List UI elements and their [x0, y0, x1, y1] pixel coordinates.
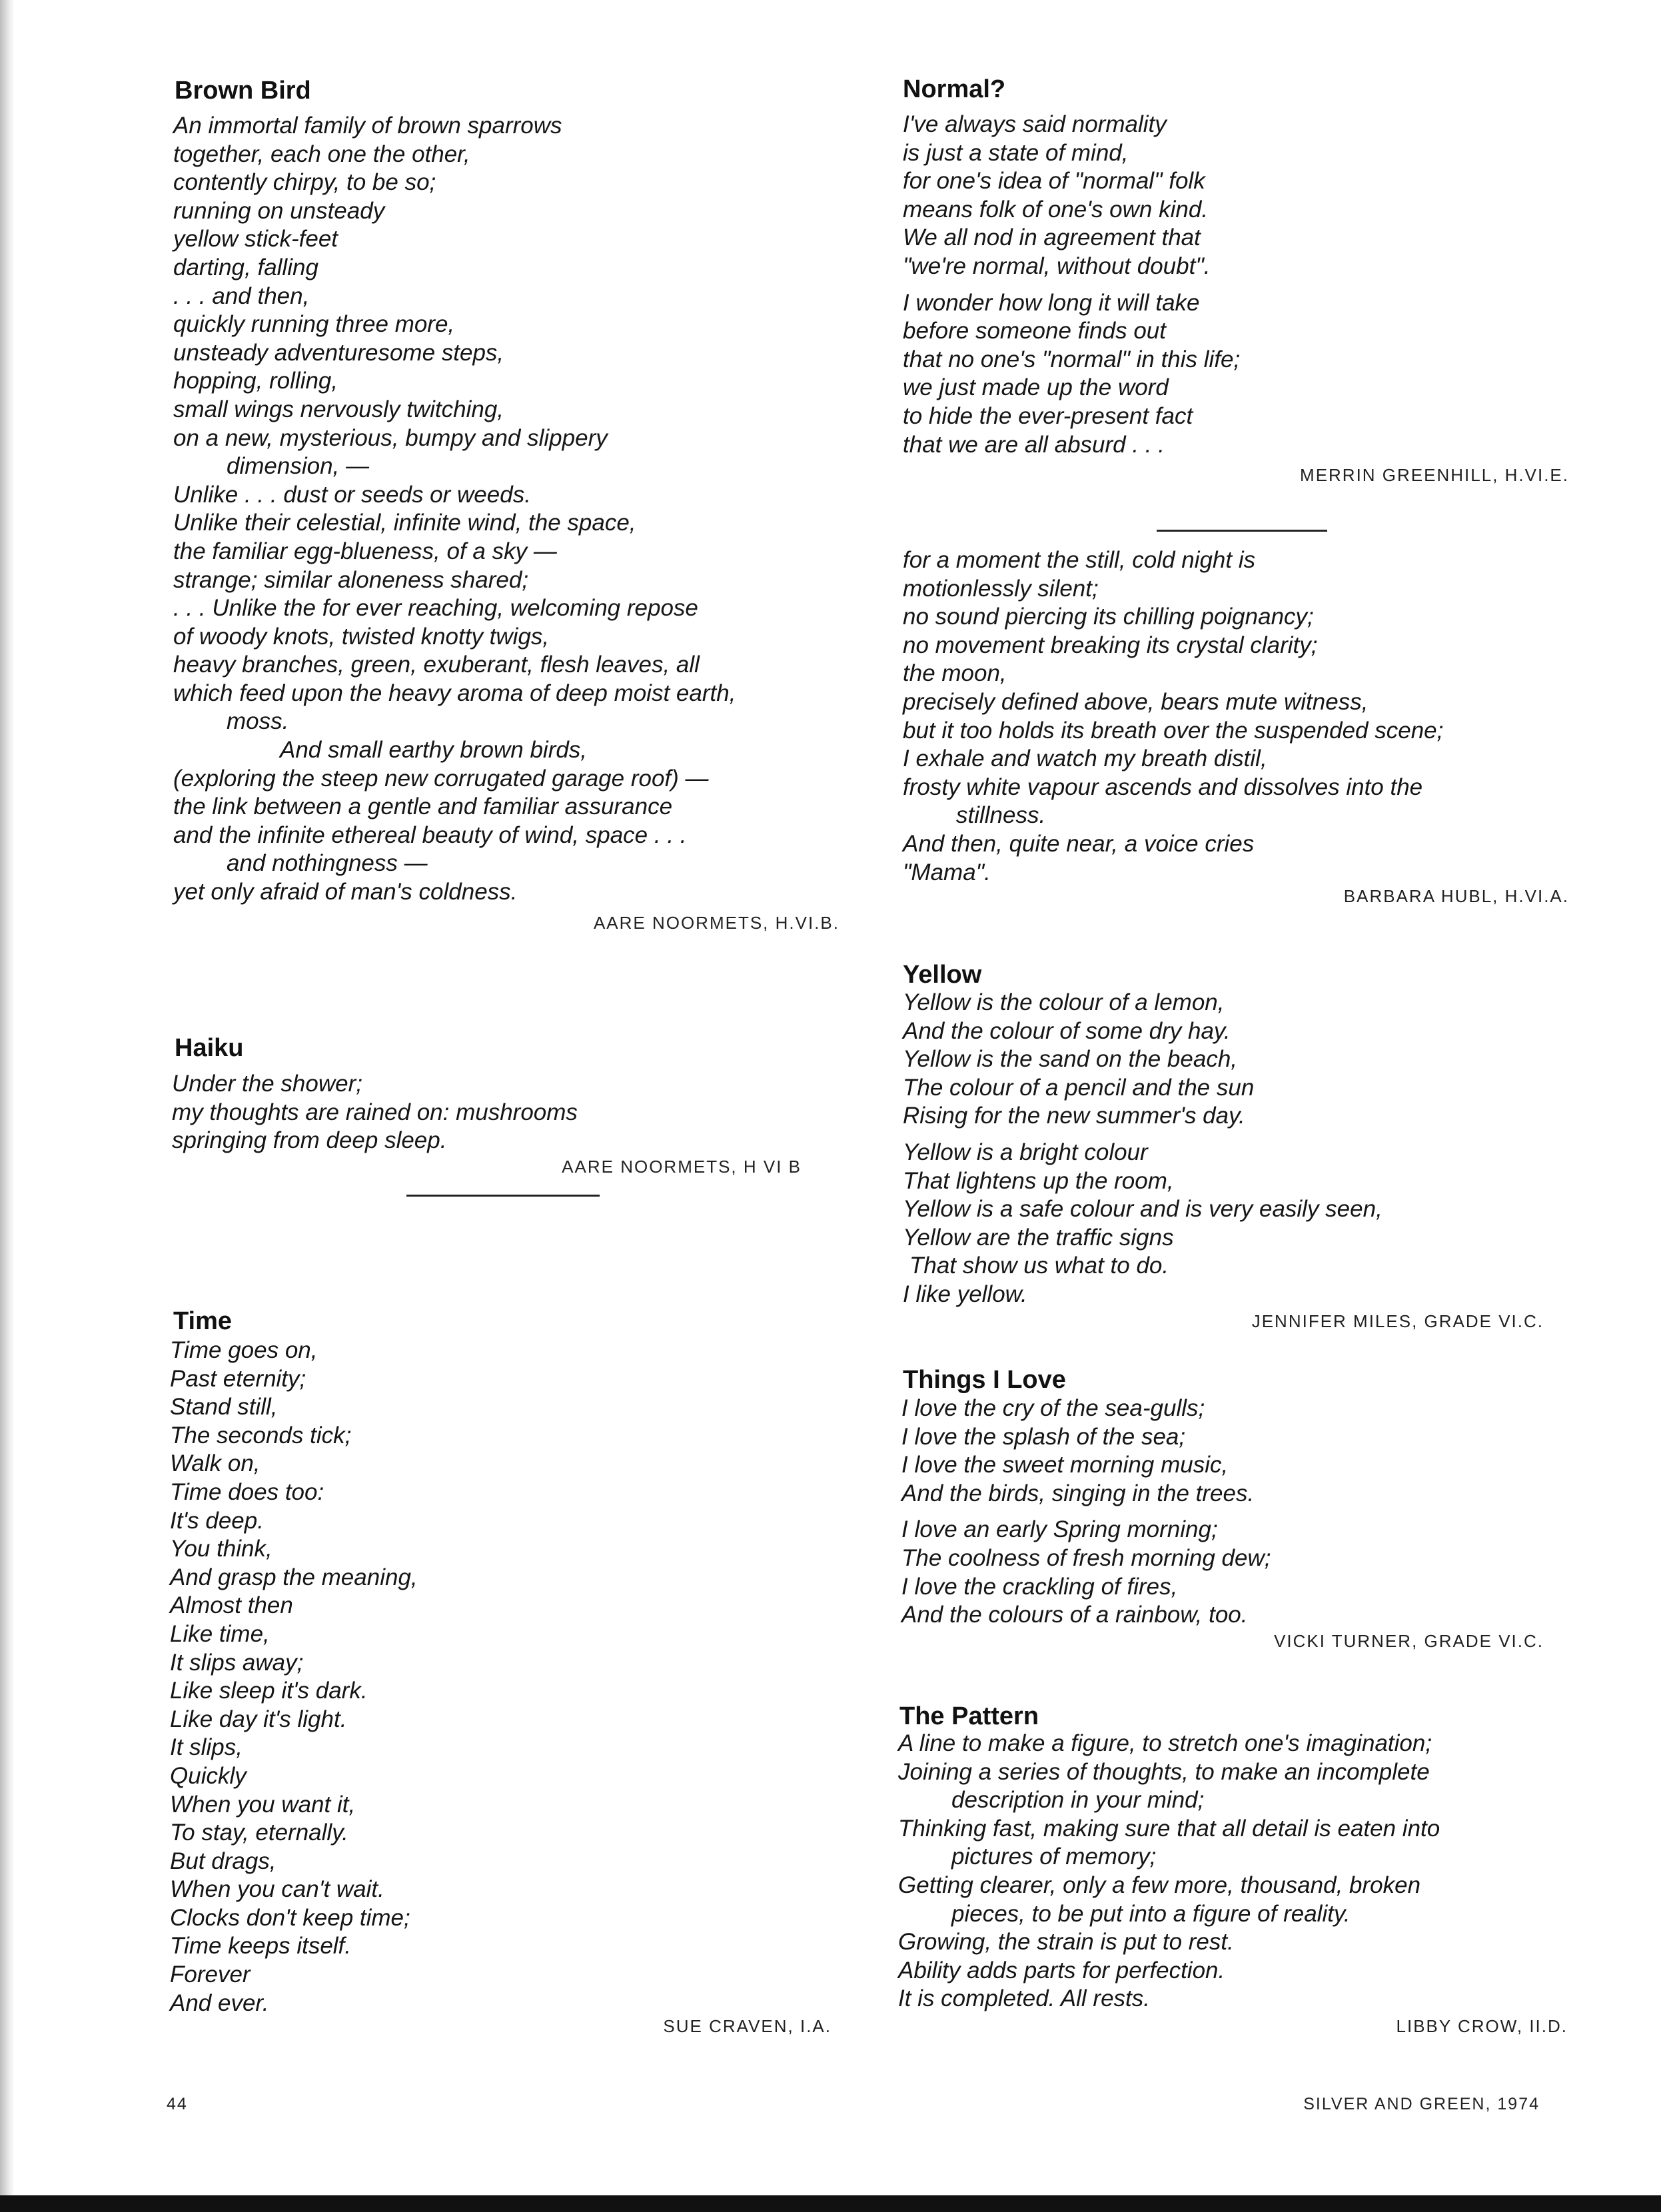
poem-line: and the infinite ethereal beauty of wind, space . . .: [173, 822, 687, 848]
poem-line: I've always said normality: [903, 111, 1167, 137]
poem-line: And then, quite near, a voice cries: [903, 830, 1255, 857]
poem-line: Joining a series of thoughts, to make an incomplete: [898, 1758, 1430, 1785]
poem-author: BARBARA HUBL, H.VI.A.: [1343, 886, 1569, 906]
poem-line: To stay, eternally.: [170, 1820, 348, 1846]
poem-line: Yellow is a bright colour: [903, 1139, 1148, 1165]
poem-line: An immortal family of brown sparrows: [173, 113, 562, 139]
poem-line: Unlike their celestial, infinite wind, the space,: [173, 510, 636, 536]
poem-line: And the colour of some dry hay.: [903, 1017, 1231, 1044]
poem-line: no sound piercing its chilling poignancy;: [903, 604, 1314, 630]
poem-line: "we're normal, without doubt".: [903, 253, 1211, 279]
poem-title-brown-bird: Brown Bird: [175, 77, 311, 105]
divider-rule: [1157, 530, 1327, 532]
poem-line: Almost then: [170, 1592, 293, 1619]
poem-line: of woody knots, twisted knotty twigs,: [173, 623, 550, 650]
poem-line: unsteady adventuresome steps,: [173, 339, 504, 366]
poem-line: stillness.: [956, 802, 1046, 829]
poem-line: When you can't wait.: [170, 1876, 384, 1903]
poem-author: VICKI TURNER, GRADE VI.C.: [1274, 1631, 1544, 1651]
poem-line: before someone finds out: [903, 318, 1166, 344]
poem-line: Walk on,: [170, 1450, 261, 1477]
poem-author: AARE NOORMETS, H.VI.B.: [593, 913, 839, 933]
poem-line: Growing, the strain is put to rest.: [898, 1929, 1234, 1955]
poem-line: Ability adds parts for perfection.: [898, 1957, 1225, 1983]
poem-line: no movement breaking its crystal clarity;: [903, 632, 1318, 658]
poem-line: running on unsteady: [173, 197, 385, 224]
poem-line: contently chirpy, to be so;: [173, 169, 436, 196]
poem-line: Thinking fast, making sure that all detail is eaten into: [898, 1815, 1440, 1842]
poem-line: pictures of memory;: [951, 1844, 1157, 1870]
poem-body-things-i-love: [901, 1394, 1271, 1638]
poem-author: SUE CRAVEN, I.A.: [663, 2016, 831, 2036]
poem-line: quickly running three more,: [173, 311, 455, 338]
poem-line: strange; similar aloneness shared;: [173, 566, 529, 593]
poem-line: It's deep.: [170, 1507, 264, 1534]
poem-line: hopping, rolling,: [173, 368, 338, 394]
poem-line: A line to make a figure, to stretch one's imagination;: [898, 1730, 1432, 1756]
poem-line: heavy branches, green, exuberant, flesh leaves, all: [173, 652, 700, 678]
poem-line: Yellow is a safe colour and is very easily seen,: [903, 1196, 1383, 1223]
poem-line: . . . Unlike the for ever reaching, welcoming repose: [173, 595, 698, 622]
poem-author: LIBBY CROW, II.D.: [1396, 2016, 1568, 2036]
poem-line: I love the cry of the sea-gulls;: [901, 1395, 1205, 1421]
divider-rule: [406, 1195, 600, 1197]
poem-line: but it too holds its breath over the suspended scene;: [903, 717, 1444, 744]
poem-line: moss.: [227, 708, 289, 735]
poem-line: Yellow is the sand on the beach,: [903, 1046, 1238, 1073]
poem-line: means folk of one's own kind.: [903, 196, 1209, 223]
poem-line: Time keeps itself.: [170, 1933, 352, 1959]
poem-line: Time goes on,: [170, 1337, 318, 1363]
poem-line: small wings nervously twitching,: [173, 396, 504, 422]
poem-line: and nothingness —: [227, 850, 428, 877]
poem-line: I wonder how long it will take: [903, 289, 1200, 316]
poem-line: It slips away;: [170, 1649, 304, 1676]
poem-line: It slips,: [170, 1734, 243, 1761]
poem-line: yellow stick-feet: [173, 226, 338, 253]
poem-line: But drags,: [170, 1848, 277, 1874]
poem-line: Quickly: [170, 1762, 247, 1789]
poem-line: Forever: [170, 1961, 251, 1988]
poem-line: . . . and then,: [173, 282, 310, 309]
poem-title-normal: Normal?: [903, 75, 1006, 103]
poem-line: on a new, mysterious, bumpy and slippery: [173, 424, 608, 451]
poem-line: dimension, —: [227, 453, 369, 480]
poem-body-night: [903, 546, 1443, 887]
poem-line: description in your mind;: [951, 1787, 1205, 1814]
poem-line: frosty white vapour ascends and dissolves into the: [903, 774, 1423, 800]
poem-line: When you want it,: [170, 1791, 356, 1818]
poem-line: for a moment the still, cold night is: [903, 547, 1256, 573]
poem-line: darting, falling: [173, 254, 318, 280]
poem-line: motionlessly silent;: [903, 575, 1099, 602]
poem-line: yet only afraid of man's coldness.: [173, 879, 518, 905]
poem-title-the-pattern: The Pattern: [899, 1702, 1039, 1730]
poem-line: I like yellow.: [903, 1281, 1027, 1307]
poem-line: That lightens up the room,: [903, 1167, 1174, 1194]
poem-author: AARE NOORMETS, H VI B: [562, 1157, 802, 1177]
poem-line: pieces, to be put into a figure of reality.: [951, 1900, 1351, 1927]
poem-line: for one's idea of "normal" folk: [903, 168, 1205, 195]
poem-author: JENNIFER MILES, GRADE VI.C.: [1251, 1311, 1544, 1331]
poem-line: And grasp the meaning,: [170, 1564, 418, 1590]
poem-body-time: [170, 1337, 418, 2017]
poem-line: Yellow is the colour of a lemon,: [903, 989, 1225, 1015]
poem-line: Like sleep it's dark.: [170, 1678, 368, 1704]
poem-line: my thoughts are rained on: mushrooms: [172, 1099, 578, 1125]
poem-line: together, each one the other,: [173, 141, 470, 167]
poem-line: the link between a gentle and familiar assurance: [173, 794, 673, 820]
poem-body-brown-bird: [173, 112, 736, 907]
poem-line: I love an early Spring morning;: [901, 1516, 1218, 1543]
poem-line: springing from deep sleep.: [172, 1127, 447, 1154]
poem-line: (exploring the steep new corrugated garage roof) —: [173, 765, 709, 792]
poem-line: which feed upon the heavy aroma of deep moist earth,: [173, 680, 736, 706]
poem-body-normal: [903, 111, 1240, 467]
poem-line: Under the shower;: [172, 1071, 362, 1097]
poem-line: Time does too:: [170, 1478, 324, 1505]
poem-line: the familiar egg-blueness, of a sky —: [173, 538, 557, 564]
poem-line: It is completed. All rests.: [898, 1985, 1150, 2012]
poem-line: the moon,: [903, 660, 1007, 687]
poem-body-haiku: [172, 1070, 578, 1155]
poem-line: That show us what to do.: [909, 1253, 1169, 1279]
scan-bottom-edge: [0, 2195, 1661, 2212]
poem-line: And small earthy brown birds,: [280, 737, 588, 764]
poem-line: We all nod in agreement that: [903, 225, 1201, 251]
poem-line: precisely defined above, bears mute witness,: [903, 688, 1369, 715]
poem-line: Getting clearer, only a few more, thousand, broken: [898, 1872, 1421, 1898]
poem-title-things-i-love: Things I Love: [903, 1366, 1066, 1394]
poem-line: we just made up the word: [903, 374, 1169, 401]
poem-line: And the colours of a rainbow, too.: [901, 1602, 1248, 1628]
poem-line: that no one's "normal" in this life;: [903, 346, 1241, 372]
page-edge-shadow: [0, 0, 15, 2195]
poem-line: I love the splash of the sea;: [901, 1423, 1186, 1450]
poem-body-yellow: [903, 989, 1383, 1317]
poem-line: I love the crackling of fires,: [901, 1573, 1178, 1600]
poem-line: Unlike . . . dust or seeds or weeds.: [173, 481, 531, 508]
poem-line: Clocks don't keep time;: [170, 1904, 410, 1931]
poem-title-time: Time: [173, 1307, 233, 1335]
poem-line: Stand still,: [170, 1394, 278, 1420]
poem-line: "Mama".: [903, 859, 991, 885]
publication-footer: SILVER AND GREEN, 1974: [1303, 2095, 1540, 2113]
poem-line: Yellow are the traffic signs: [903, 1224, 1174, 1251]
poem-body-the-pattern: [898, 1730, 1440, 2013]
poem-title-yellow: Yellow: [903, 961, 982, 989]
poem-line: I love the sweet morning music,: [901, 1452, 1229, 1478]
poem-line: Past eternity;: [170, 1365, 306, 1392]
poem-line: The coolness of fresh morning dew;: [901, 1544, 1271, 1571]
poem-title-haiku: Haiku: [175, 1034, 244, 1062]
poem-line: Rising for the new summer's day.: [903, 1103, 1245, 1129]
poem-line: The seconds tick;: [170, 1422, 352, 1448]
poem-line: And the birds, singing in the trees.: [901, 1480, 1255, 1506]
poem-line: that we are all absurd . . .: [903, 431, 1165, 458]
poem-line: I exhale and watch my breath distil,: [903, 746, 1267, 772]
poem-author: MERRIN GREENHILL, H.VI.E.: [1300, 465, 1569, 485]
poem-line: is just a state of mind,: [903, 139, 1129, 166]
poem-line: Like day it's light.: [170, 1706, 347, 1732]
poem-line: And ever.: [170, 1989, 269, 2016]
poem-line: You think,: [170, 1536, 273, 1562]
poem-line: The colour of a pencil and the sun: [903, 1074, 1255, 1101]
poem-line: to hide the ever-present fact: [903, 402, 1193, 429]
page-number: 44: [167, 2095, 188, 2113]
poem-line: Like time,: [170, 1620, 270, 1647]
